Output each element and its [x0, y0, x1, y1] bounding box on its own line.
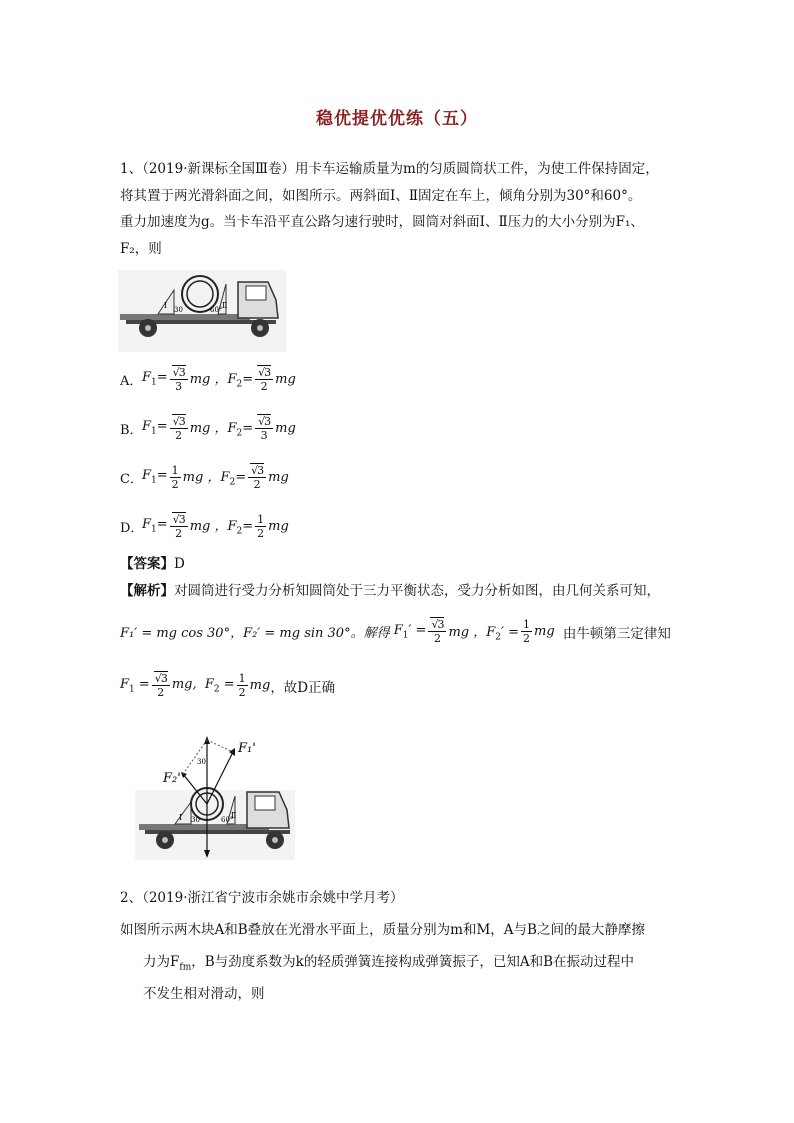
q2-line2: 如图所示两木块A和B叠放在光滑水平面上，质量分别为m和M，A与B之间的最大静摩擦: [120, 922, 645, 938]
analysis-line: 【解析】对圆筒进行受力分析知圆筒处于三力平衡状态，受力分析如图，由几何关系可知，: [120, 583, 660, 599]
slope-2-label: Ⅱ: [222, 301, 228, 310]
q1-line3: 重力加速度为g。当卡车沿平直公路匀速行驶时，圆筒对斜面Ⅰ、Ⅱ压力的大小分别为F₁、: [120, 214, 644, 230]
q2-line4: 不发生相对滑动，则: [143, 986, 265, 1002]
diagram-angle-2-label: 60°: [221, 816, 234, 824]
diagram-slope-1-label: Ⅰ: [179, 813, 183, 822]
truck-figure: [118, 270, 286, 352]
page-title: 稳优提优优练（五）: [316, 109, 478, 129]
answer-line: 【答案】D: [120, 556, 185, 572]
option-c[interactable]: C． $F_1=$ $\frac{1}{2}$ mg ，$F_2=$ √ $\frac{3}{2}$ mg: [120, 462, 289, 492]
q1-line1: 1、（2019·新课标全国Ⅲ卷）用卡车运输质量为m的匀质圆筒状工件，为使工件保持固定，: [120, 161, 659, 177]
force-f1-label: F₁': [238, 741, 256, 756]
diagram-angle-1-label: 30: [191, 816, 200, 824]
option-b[interactable]: B． $F_1=$ √ $\frac{3}{2}$ mg ，$F_2=$ √ $\frac{3}{3}$ mg: [120, 413, 296, 443]
q2-line3: 力为$F_{fm}$，B与劲度系数为k的轻质弹簧连接构成弹簧振子，已知A和B在振动过程中: [143, 954, 635, 973]
analysis-equation-2: $F_1$ = √ $\frac{3}{2}$ mg, $F_2$ = $\frac{1}{2}$ mg ，故D正确: [120, 672, 335, 699]
force-f2-label: F₂': [163, 771, 181, 786]
angle-2-label: 60°: [210, 306, 223, 314]
q2-line1: 2、（2019·浙江省宁波市余姚市余姚中学月考）: [120, 890, 404, 906]
force-diagram-figure: [135, 730, 295, 860]
diagram-angle-label: 30: [197, 758, 206, 766]
diagram-slope-2-label: Ⅱ: [231, 811, 237, 820]
q1-line4: F₂，则: [120, 241, 162, 257]
angle-1-label: 30: [174, 306, 183, 314]
option-a[interactable]: A． $F_1=$ √ $\frac{3}{3}$ mg ，$F_2=$ √ $\frac{3}{2}$ mg: [120, 364, 296, 394]
analysis-equation-1: F₁′ = mg cos 30°， F₂′ = mg sin 30°。解得 $F_1'$ = √ $\frac{3}{2}$ mg ，$F_2'$ = $\frac{1}{2}$ mg 由牛顿第三定律知: [120, 618, 671, 645]
option-d[interactable]: D． $F_1=$ √ $\frac{3}{2}$ mg ，$F_2=$ $\frac{1}{2}$ mg: [120, 511, 289, 541]
q1-line2: 将其置于两光滑斜面之间，如图所示。两斜面Ⅰ、Ⅱ固定在车上，倾角分别为30°和60°。: [120, 188, 642, 204]
slope-1-label: Ⅰ: [164, 301, 168, 310]
